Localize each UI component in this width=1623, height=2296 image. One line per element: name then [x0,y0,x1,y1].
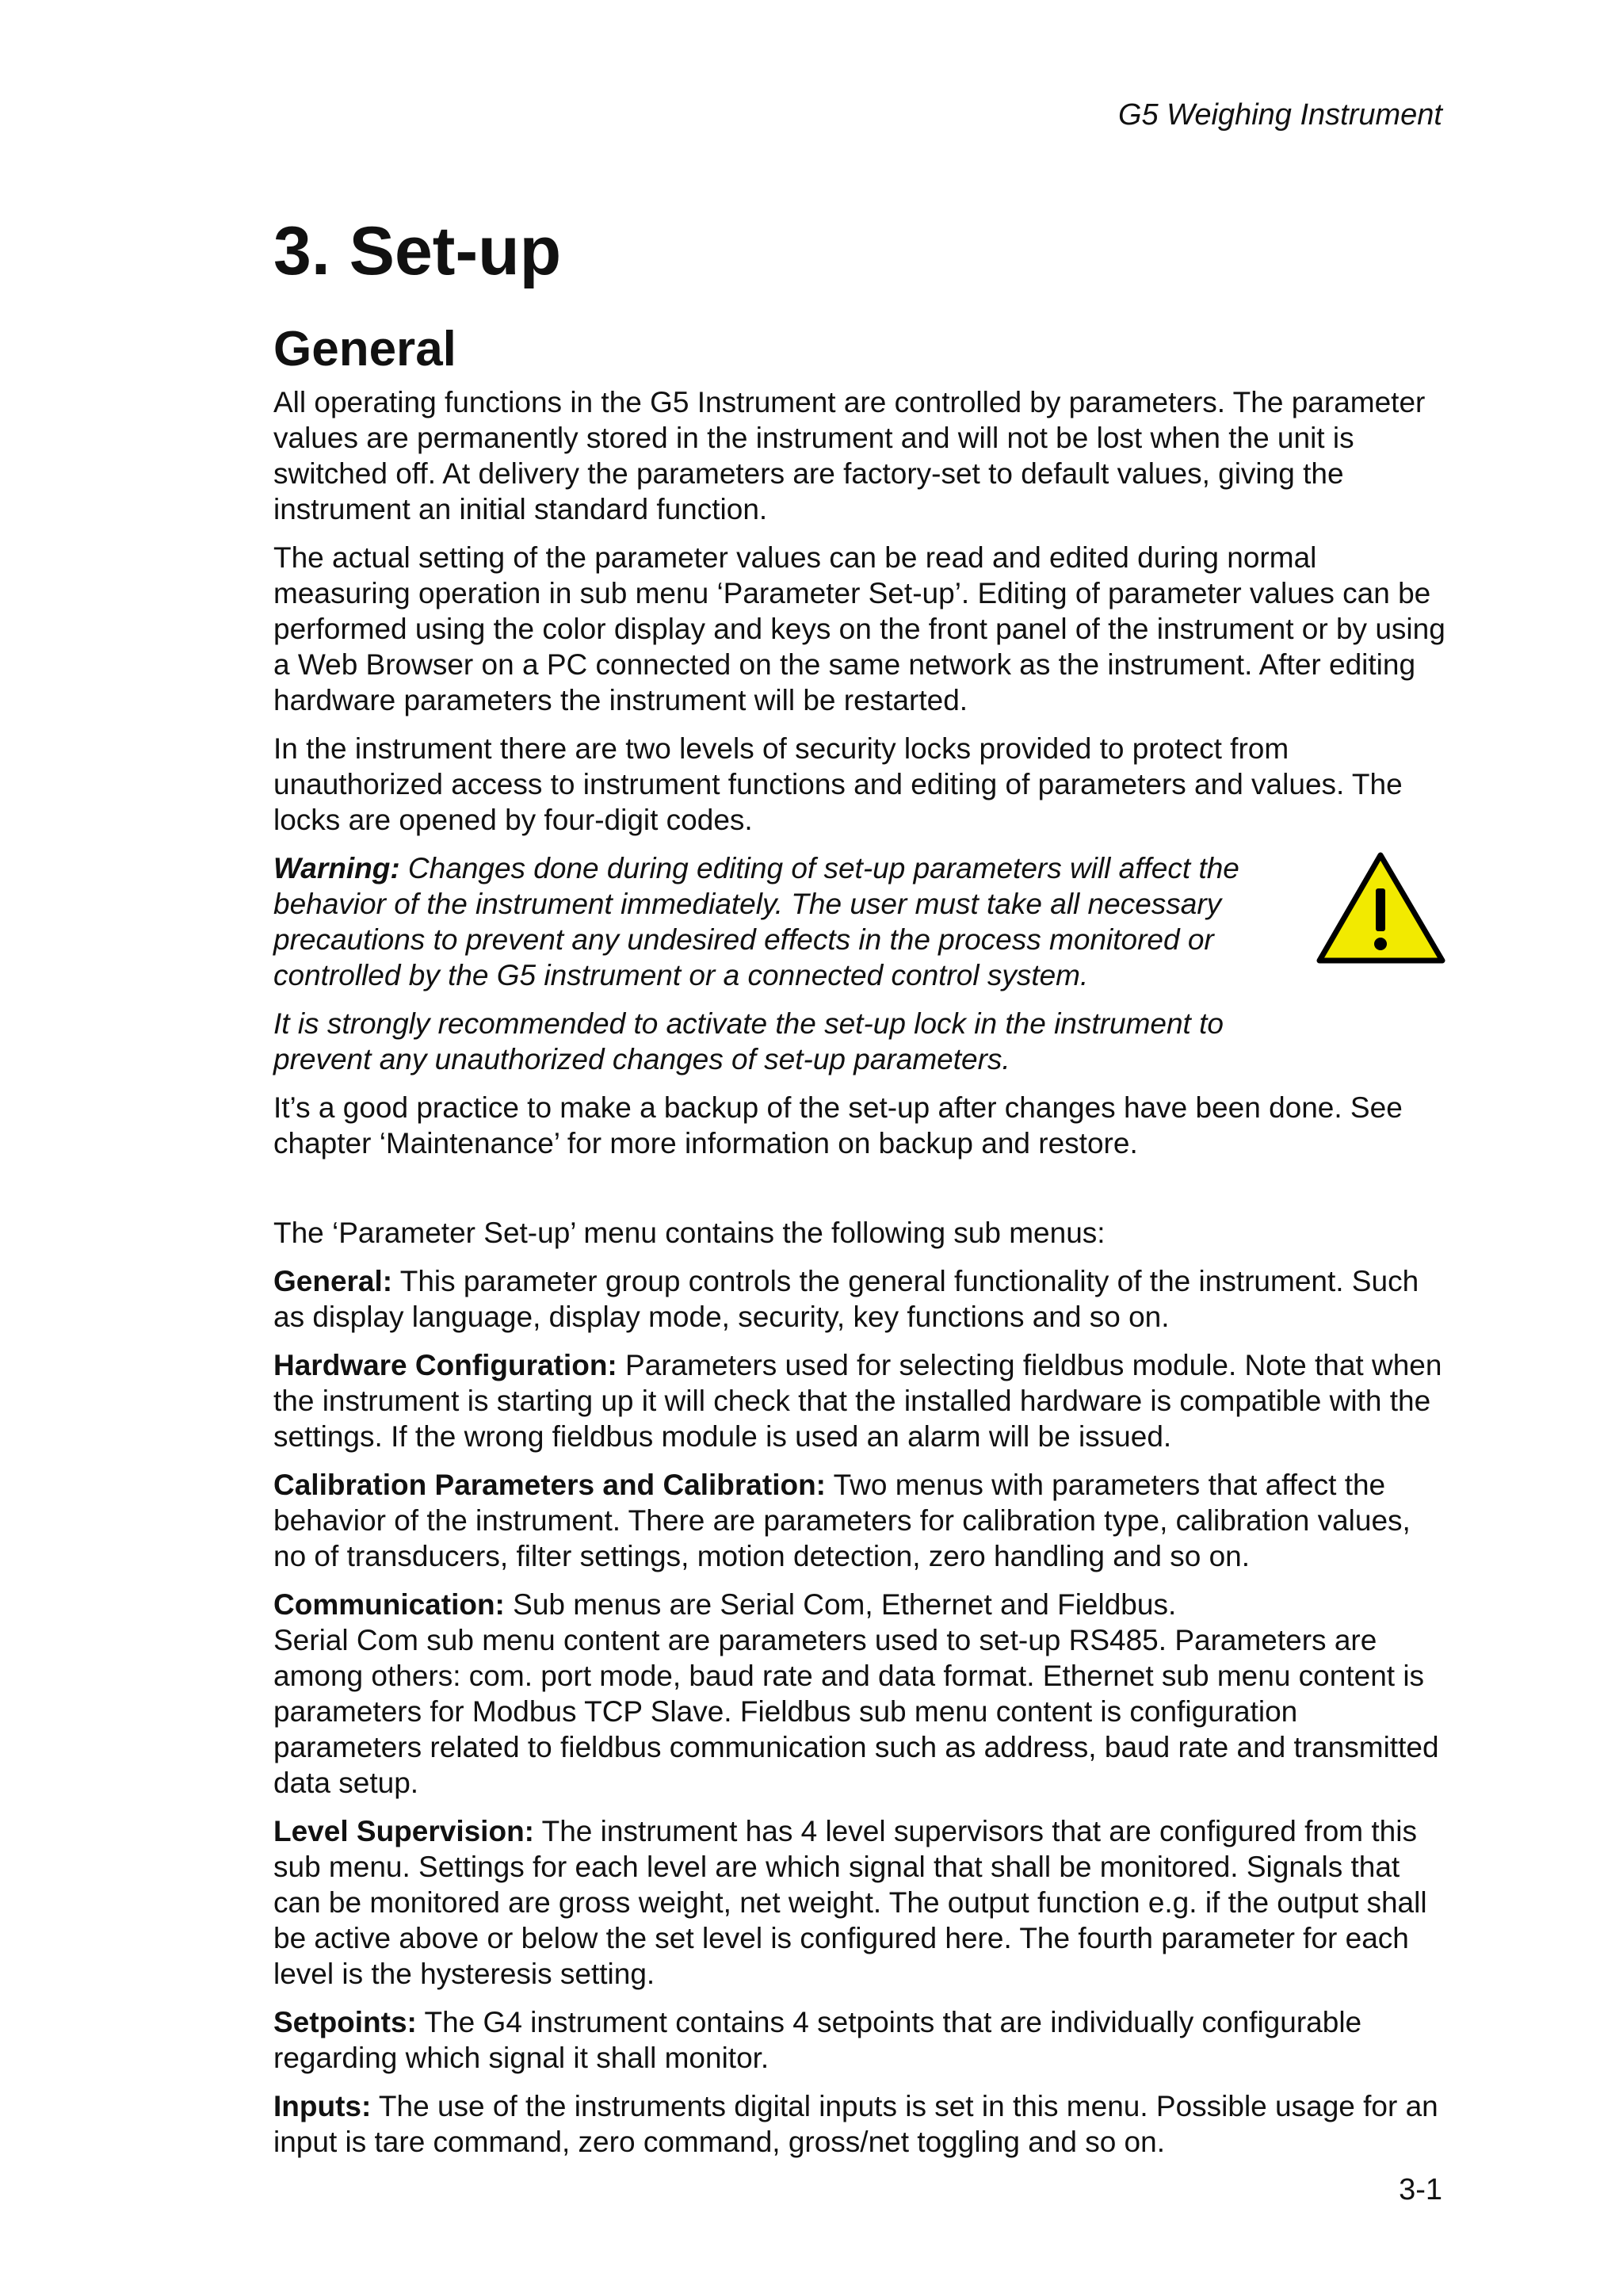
intro-paragraph-1: All operating functions in the G5 Instrument are controlled by parameters. The parameter values are permanently stored in the instrument and will not be lost when the unit is switched off. At delivery the parameters are factory-set to default values, giving the instrument an initial standard function. [273,385,1426,525]
submenu-label: Level Supervision: [273,1814,534,1847]
submenu-text: The G4 instrument contains 4 setpoints that are individually configurable regarding which signal it shall monitor. [273,2005,1362,2074]
submenu-text: This parameter group controls the general functionality of the instrument. Such as display language, display mode, security, key functions and so on. [273,1264,1419,1333]
submenu-text: Sub menus are Serial Com, Ethernet and Fieldbus. [504,1587,1177,1621]
submenu-communication [273,1587,1446,1801]
submenu-label: Calibration Parameters and Calibration: [273,1468,827,1501]
warning-block [273,850,1446,1077]
submenu-label: Inputs: [273,2089,372,2122]
intro-paragraph-2: The actual setting of the parameter values can be read and edited during normal measuring operation in sub menu ‘Parameter Set-up’. Editing of parameter values can be performed using the color display and keys on the front panel of the instrument or by using a Web Browser on a PC connected on the same network as the instrument. After editing hardware parameters the instrument will be restarted. [273,541,1445,716]
chapter-title: 3. Set-up [273,213,562,289]
page-number: 3-1 [1399,2173,1442,2206]
submenu-inputs [273,2088,1446,2160]
backup-paragraph: It’s a good practice to make a backup of the set-up after changes have been done. See chapter ‘Maintenance’ for more information on backup and restore. [273,1091,1403,1159]
submenu-continuation: Serial Com sub menu content are parameters used to set-up RS485. Parameters are among others: com. port mode, baud rate and data format. Ethernet sub menu content is parameters for Modbus TCP Slave. Fieldbus sub menu content is configuration parameters related to fieldbus communication such as address, baud rate and transmitted data setup. [273,1623,1439,1799]
running-header: G5 Weighing Instrument [1117,98,1442,132]
submenu-hardware-configuration [273,1347,1446,1454]
submenu-label: Communication: [273,1587,505,1621]
section-title: General [273,321,456,376]
submenu-setpoints [273,2004,1446,2076]
submenu-intro: The ‘Parameter Set-up’ menu contains the following sub menus: [273,1216,1106,1249]
submenu-text: Two menus with parameters that affect the behavior of the instrument. There are parameters for calibration type, calibration values, no of transducers, filter settings, motion detection, zero handling and so on. [273,1468,1411,1572]
warning-text [273,850,1446,1077]
submenu-label: General: [273,1264,393,1297]
page-content [273,214,1446,2172]
submenu-label: Setpoints: [273,2005,417,2038]
submenu-text: The use of the instruments digital inputs is set in this menu. Possible usage for an input is tare command, zero command, gross/net toggling and so on. [273,2089,1438,2158]
submenu-text: Parameters used for selecting fieldbus module. Note that when the instrument is starting up it will check that the installed hardware is compatible with the settings. If the wrong fieldbus module is used an alarm will be issued. [273,1348,1442,1453]
intro-paragraph-3: In the instrument there are two levels of security locks provided to protect from unauthorized access to instrument functions and editing of parameters and values. The locks are opened by four-digit codes. [273,732,1403,836]
submenu-level-supervision [273,1813,1446,1992]
warning-body: Changes done during editing of set-up parameters will affect the behavior of the instrument immediately. The user must take all necessary precautions to prevent any undesired effects in the process monitored or controlled by the G5 instrument or a connected control system. [273,851,1239,991]
submenu-general [273,1263,1446,1335]
warning-label: Warning: [273,851,400,884]
submenu-calibration [273,1467,1446,1574]
warning-triangle-icon [1316,850,1446,965]
submenu-text: The instrument has 4 level supervisors that are configured from this sub menu. Settings for each level are which signal that shall be monitored. Signals that can be monitored are gross weight, net weight. The output function e.g. if the output shall be active above or below the set level is configured here. The fourth parameter for each level is the hysteresis setting. [273,1814,1427,1990]
submenu-label: Hardware Configuration: [273,1348,617,1381]
warning-recommendation: It is strongly recommended to activate the set-up lock in the instrument to prevent any unauthorized changes of set-up parameters. [273,1007,1224,1075]
warning-paragraph [273,850,1304,993]
